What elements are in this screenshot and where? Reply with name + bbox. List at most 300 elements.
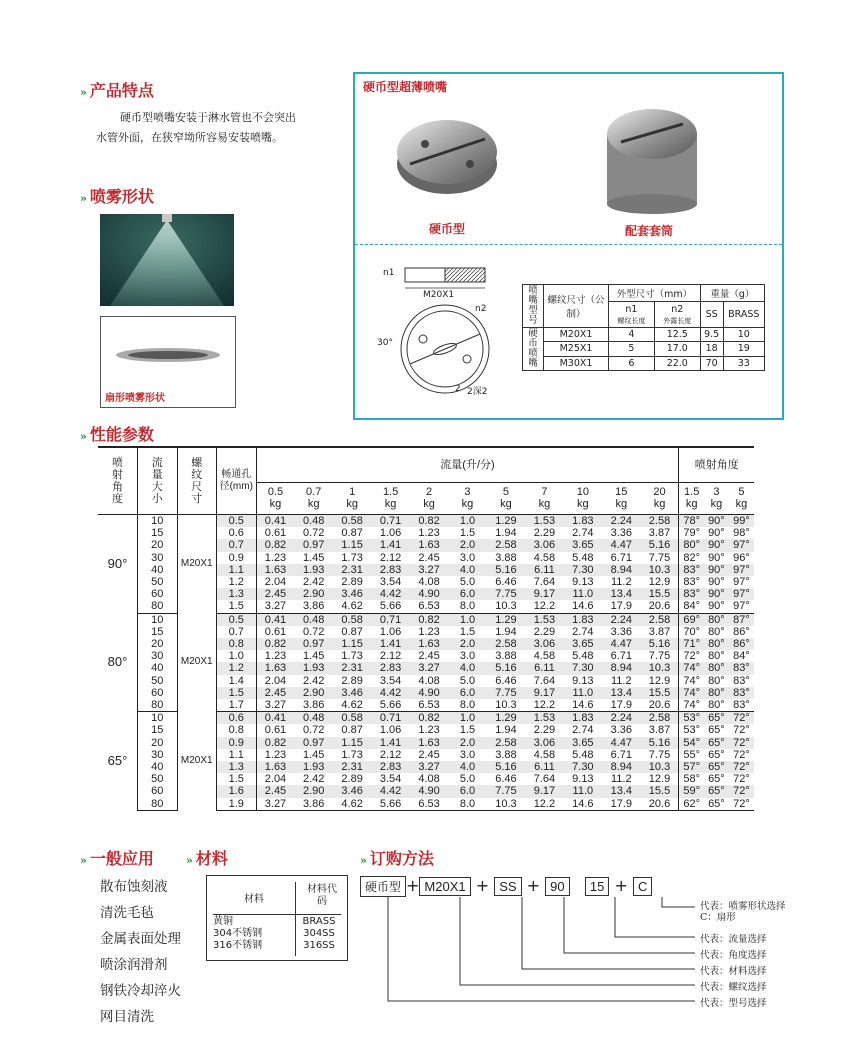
order-code [360,876,652,897]
perf-flow-cell: 0.41 [256,515,294,528]
perf-flow-cell: 1.06 [379,527,402,540]
perf-spray-cell: 80° [679,539,704,551]
perf-spray-cell: 80° [704,699,729,712]
perf-spray-cell: 97° [729,564,754,576]
perf-flow-cell: 4.47 [602,539,640,551]
order-label-material: 代表：材料选择 [700,966,767,977]
perf-flow-cell: 11.0 [564,588,602,600]
spray-heading [80,184,154,207]
perf-group [98,712,754,811]
perf-flow-cell: 1.73 [341,748,363,761]
perf-flow-cell: 4.0 [448,662,486,674]
perf-flow-cell: 9.13 [572,674,594,687]
order-label-flow: 代表：流量选择 [700,934,767,945]
perf-flow-cell: 1.29 [487,613,525,626]
perf-flow-cell: 2.12 [379,748,402,761]
perf-bore: 0.9 [217,552,257,564]
perf-flow-cell: 3.0 [459,650,476,663]
perf-spray-cell: 80° [704,613,729,626]
plus-sign: + [475,876,490,895]
perf-flow-cell: 6.53 [410,600,448,613]
perf-size: 15 [138,724,178,736]
spec-cell-thread: M30X1 [544,356,609,370]
perf-flow-cell: 0.58 [333,712,371,725]
perf-flow-cell: 6.46 [495,576,517,589]
material-name: 黄铜 [213,916,233,927]
perf-flow-cell: 2.0 [448,638,486,650]
perf-flow-cell: 3.54 [379,773,402,786]
perf-flow-cell: 3.46 [333,687,371,699]
perf-flow-cell: 2.45 [418,551,440,564]
perf-spray-cell: 84° [733,650,750,663]
perf-spray-cell: 78° [679,515,704,528]
perf-flow-cell: 2.45 [256,588,294,600]
spec-cell-ss: 9.5 [700,328,723,342]
perf-flow-cell: 12.2 [525,798,563,811]
applications-heading-text: 一般应用 [89,849,154,868]
perf-flow-cell: 3.65 [564,638,602,650]
perf-spray-cell: 90° [708,576,725,589]
sleeve-photo [603,104,701,214]
perf-flow-cell: 7.30 [564,662,602,674]
perf-flow-cell: 1.5 [459,724,476,737]
perf-flow-cell: 4.90 [410,785,448,797]
performance-heading-text: 性能参数 [89,425,154,444]
perf-flow-cell: 0.72 [302,625,325,638]
plus-sign: + [406,876,420,895]
perf-flow-cell: 2.74 [572,625,594,638]
perf-bore: 0.9 [217,737,257,749]
perf-flow-cell: 7.75 [487,588,525,600]
perf-flow-cell: 1.94 [495,527,517,540]
perf-flow-cell: 4.62 [333,798,371,811]
spec-cell-n1: 5 [609,342,655,356]
perf-spray-cell: 83° [683,576,701,589]
perf-flow-cell: 0.48 [294,613,332,626]
perf-spray-cell: 65° [704,712,729,725]
perf-size: 60 [138,687,178,699]
spec-table [522,284,765,371]
perf-flow-cell: 0.71 [371,712,409,725]
perf-spray-cell: 90° [704,564,729,576]
perf-flow-cell: 10.3 [487,600,525,613]
perf-size: 20 [138,539,178,551]
perf-flow-cell: 1.53 [525,515,563,528]
applications-list [100,874,181,1030]
perf-flow-cell: 11.0 [564,785,602,797]
perf-flow-cell: 2.04 [264,773,287,786]
perf-flow-cell: 2.29 [533,625,556,638]
perf-flow-cell: 1.23 [264,748,287,761]
perf-flow-cell: 2.29 [533,527,556,540]
perf-flow-cell: 1.83 [564,712,602,725]
order-part-pattern: C [633,877,652,896]
perf-spray-cell: 86° [729,638,754,650]
perf-bore: 1.2 [217,662,257,674]
perf-flow-cell: 1.23 [264,551,287,564]
perf-flow-cell: 2.42 [302,576,325,589]
spec-cell-brass: 33 [723,356,764,370]
perf-row [98,613,754,626]
material-code: 304SS [303,928,335,939]
perf-flow-cell: 0.97 [294,737,332,749]
perf-spray-cell: 55° [683,748,701,761]
perf-thread: M20X1 [177,712,217,811]
order-part-flow: 15 [585,877,609,896]
perf-angle: 80° [98,613,138,712]
perf-flow-cell: 6.0 [448,785,486,797]
perf-flow-cell: 2.04 [264,674,287,687]
perf-bore: 0.6 [217,712,257,725]
perf-flow-cell: 2.58 [487,638,525,650]
perf-flow-cell: 0.72 [302,724,325,737]
perf-flow-cell: 2.90 [294,785,332,797]
perf-flow-cell: 4.47 [602,638,640,650]
perf-flow-cell: 3.65 [564,539,602,551]
perf-flow-cell: 2.45 [418,650,440,663]
perf-flow-cell: 4.42 [371,687,409,699]
perf-spray-pressure-1: 3 kg [704,482,729,514]
perf-spray-cell: 71° [679,638,704,650]
perf-flow-cell: 8.94 [602,564,640,576]
perf-flow-cell: 1.41 [371,638,409,650]
perf-flow-cell: 2.58 [487,737,525,749]
perf-spray-cell: 97° [729,600,754,613]
perf-flow-cell: 0.72 [302,527,325,540]
perf-flow-cell: 4.08 [418,576,440,589]
features-text-line1: 硬币型喷嘴安装于淋水管也不会突出 [120,111,296,124]
dim-n2: n2 [475,304,487,314]
perf-flow-cell: 3.27 [256,798,294,811]
application-item: 散布蚀刻液 [100,879,168,895]
perf-flow-cell: 1.93 [294,662,332,674]
perf-flow-cell: 5.16 [487,564,525,576]
perf-spray-cell: 99° [729,515,754,528]
perf-pressure-6: 5 kg [487,482,525,514]
perf-flow-cell: 2.58 [641,515,679,528]
perf-group [98,613,754,712]
perf-bore: 0.5 [217,515,257,528]
perf-spray-cell: 59° [679,785,704,797]
perf-thread: M20X1 [177,515,217,614]
heading-marker-icon: » [186,854,192,867]
perf-flow-cell: 1.63 [256,564,294,576]
perf-flow-cell: 3.54 [379,674,402,687]
perf-flow-cell: 8.0 [448,798,486,811]
perf-bore: 1.9 [217,798,257,811]
perf-flow-cell: 3.88 [495,650,517,663]
perf-flow-cell: 4.47 [602,737,640,749]
perf-thread: M20X1 [177,613,217,712]
perf-flow-cell: 1.29 [487,515,525,528]
order-part-thread: M20X1 [419,877,470,896]
perf-bore: 1.3 [217,761,257,773]
perf-flow-cell: 5.48 [572,650,594,663]
perf-flow-cell: 0.61 [264,527,287,540]
perf-flow-cell: 2.29 [533,724,556,737]
spec-row [523,342,765,356]
perf-flow-cell: 2.31 [333,662,371,674]
perf-flow-cell: 20.6 [641,798,679,811]
perf-flow-cell: 4.0 [448,564,486,576]
order-label-angle: 代表：角度选择 [700,950,767,961]
perf-flow-cell: 9.17 [525,687,563,699]
perf-flow-cell: 2.58 [641,613,679,626]
perf-flow-cell: 2.90 [294,687,332,699]
perf-flow-cell: 3.65 [564,737,602,749]
perf-spray-cell: 97° [733,576,750,589]
perf-bore: 1.3 [217,588,257,600]
perf-flow-cell: 1.63 [410,737,448,749]
perf-flow-cell: 1.23 [264,650,287,663]
perf-flow-cell: 5.16 [641,539,679,551]
perf-flow-cell: 1.15 [333,737,371,749]
perf-spray-cell: 72° [729,785,754,797]
perf-flow-cell: 3.86 [294,798,332,811]
perf-flow-cell: 14.6 [564,600,602,613]
perf-flow-cell: 3.36 [610,527,633,540]
heading-marker-icon: » [80,854,86,867]
material-code: BRASS [302,916,336,927]
materials-col1: 材料 [244,894,264,905]
perf-pressure-1: 0.7 kg [294,482,332,514]
perf-size: 80 [138,798,178,811]
perf-flow-cell: 5.66 [371,699,409,712]
spec-cell-n2: 22.0 [654,356,700,370]
perf-flow-cell: 20.6 [641,699,679,712]
perf-flow-cell: 3.0 [459,748,476,761]
materials-codes [296,916,342,952]
spec-ss: SS [700,302,723,328]
perf-spray-cell: 53° [683,724,701,737]
perf-flow-cell: 1.73 [341,551,363,564]
perf-flow-cell: 6.46 [495,773,517,786]
perf-flow-cell: 6.0 [448,588,486,600]
spec-n2: n2 外露长度 [654,302,700,328]
perf-h-thread: 螺纹尺寸 [177,448,217,515]
perf-flow-cell: 17.9 [602,798,640,811]
spec-cell-ss: 18 [700,342,723,356]
perf-flow-cell: 3.86 [294,699,332,712]
spec-cell-n1: 4 [609,328,655,342]
perf-flow-cell: 4.42 [371,785,409,797]
perf-bore: 0.5 [217,613,257,626]
perf-flow-cell: 2.45 [256,687,294,699]
perf-flow-cell: 2.58 [487,539,525,551]
perf-flow-cell: 1.29 [487,712,525,725]
perf-size: 10 [138,613,178,626]
perf-flow-cell: 8.0 [448,600,486,613]
perf-flow-cell: 3.36 [610,625,633,638]
perf-flow-cell: 1.15 [333,638,371,650]
perf-size: 30 [138,650,178,662]
perf-pressure-4: 2 kg [410,482,448,514]
perf-flow-cell: 3.06 [525,737,563,749]
perf-spray-cell: 72° [729,737,754,749]
perf-spray-cell: 87° [729,613,754,626]
perf-spray-cell: 72° [729,712,754,725]
heading-marker-icon: » [80,86,86,99]
perf-flow-cell: 0.41 [256,712,294,725]
perf-spray-cell: 69° [679,613,704,626]
perf-flow-cell: 1.0 [448,515,486,528]
spec-row [523,356,765,370]
perf-flow-cell: 2.89 [341,674,363,687]
perf-flow-cell: 2.24 [602,613,640,626]
perf-spray-cell: 65° [708,748,725,761]
perf-flow-cell: 6.53 [410,798,448,811]
perf-flow-cell: 7.75 [487,785,525,797]
perf-size: 50 [138,576,178,588]
perf-flow-cell: 9.13 [572,576,594,589]
perf-flow-cell: 5.16 [487,761,525,773]
perf-spray-cell: 90° [704,588,729,600]
perf-flow-cell: 6.53 [410,699,448,712]
perf-flow-cell: 3.54 [379,576,402,589]
perf-flow-cell: 1.23 [418,724,440,737]
perf-size: 60 [138,588,178,600]
perf-h-bore: 畅通孔径(mm) [217,448,257,515]
perf-spray-cell: 80° [708,674,725,687]
dim-n1: n1 [383,268,395,278]
perf-flow-cell: 5.16 [641,737,679,749]
perf-flow-cell: 1.93 [294,761,332,773]
perf-flow-cell: 6.11 [525,564,563,576]
product-box-title: 硬币型超薄喷嘴 [363,80,448,94]
sleeve-caption: 配套套筒 [625,224,674,238]
perf-bore: 1.2 [217,576,257,588]
perf-flow-cell: 5.48 [572,551,594,564]
perf-flow-cell: 2.74 [572,527,594,540]
perf-bore: 1.7 [217,699,257,712]
application-item: 金属表面处理 [100,931,181,947]
perf-flow-cell: 1.93 [294,564,332,576]
fan-spray-frame [100,316,236,408]
perf-size: 40 [138,564,178,576]
perf-spray-cell: 72° [729,798,754,811]
order-label-pattern [700,901,786,923]
perf-bore: 1.6 [217,785,257,797]
perf-flow-cell: 6.71 [610,748,633,761]
perf-flow-cell: 0.87 [341,724,363,737]
perf-pressure-9: 15 kg [602,482,640,514]
materials-col2: 材料代码 [307,884,337,907]
perf-flow-cell: 3.87 [641,724,679,736]
perf-flow-cell: 5.66 [371,600,409,613]
perf-flow-cell: 0.61 [264,724,287,737]
perf-flow-cell: 6.11 [525,761,563,773]
perf-flow-cell: 3.86 [294,600,332,613]
spec-group: 硬币喷嘴 [523,328,544,371]
dim-angle: 30° [377,338,393,348]
product-box [353,72,784,420]
perf-flow-cell: 1.0 [448,613,486,626]
perf-flow-cell: 5.0 [459,674,476,687]
spec-row [523,328,765,342]
perf-pressure-2: 1 kg [333,482,371,514]
perf-flow-cell: 2.58 [641,712,679,725]
materials-names [213,916,295,952]
material-name: 304不锈钢 [213,928,263,939]
perf-flow-cell: 2.74 [572,724,594,737]
spec-brass: BRASS [723,302,764,328]
perf-flow-cell: 2.12 [379,551,402,564]
perf-size: 50 [138,675,178,687]
perf-flow-cell: 2.90 [294,588,332,600]
perf-bore: 0.8 [217,724,257,736]
perf-flow-cell: 1.06 [379,724,402,737]
perf-flow-cell: 1.83 [564,515,602,528]
perf-flow-cell: 5.16 [487,662,525,674]
plus-sign: + [614,876,628,895]
perf-spray-cell: 58° [683,773,701,786]
perf-pressure-5: 3 kg [448,482,486,514]
perf-flow-cell: 7.30 [564,761,602,773]
spray-cone-photo [100,214,234,306]
perf-flow-cell: 1.06 [379,625,402,638]
perf-spray-cell: 83° [733,674,750,687]
perf-spray-cell: 80° [708,650,725,663]
perf-flow-cell: 10.3 [487,699,525,712]
perf-flow-cell: 4.90 [410,588,448,600]
perf-flow-cell: 15.5 [641,785,679,797]
perf-flow-cell: 1.41 [371,737,409,749]
perf-size: 60 [138,785,178,797]
perf-flow-cell: 1.53 [525,712,563,725]
perf-spray-cell: 62° [679,798,704,811]
perf-flow-cell: 12.2 [525,699,563,712]
perf-flow-cell: 4.62 [333,600,371,613]
perf-bore: 1.5 [217,773,257,785]
features-text-line2: 水管外面，在狭窄坳所容易安装喷嘴。 [96,131,283,144]
perf-spray-cell: 98° [733,527,750,540]
spec-cell-n1: 6 [609,356,655,370]
perf-spray-cell: 83° [679,564,704,576]
heading-marker-icon: » [80,192,86,205]
perf-group [98,515,754,614]
perf-spray-cell: 83° [729,687,754,699]
perf-flow-cell: 7.64 [533,674,556,687]
spec-n1: n1 螺纹长度 [609,302,655,328]
perf-flow-cell: 0.82 [410,515,448,528]
perf-h-spray: 喷射角度 [679,448,754,482]
perf-size: 20 [138,737,178,749]
perf-flow-cell: 1.23 [418,527,440,540]
perf-flow-cell: 0.82 [256,638,294,650]
dim-slot: 2 [455,384,461,394]
perf-flow-cell: 0.58 [333,515,371,528]
application-item: 网目清洗 [100,1009,154,1025]
perf-flow-cell: 12.2 [525,600,563,613]
perf-flow-cell: 3.27 [410,662,448,674]
perf-pressure-10: 20 kg [641,482,679,514]
perf-flow-cell: 3.36 [610,724,633,737]
perf-spray-cell: 72° [733,724,750,737]
perf-flow-cell: 1.45 [302,650,325,663]
perf-flow-cell: 2.04 [264,576,287,589]
perf-bore: 0.6 [217,527,257,539]
perf-h-size: 流量大小 [138,448,178,515]
perf-flow-cell: 1.63 [410,638,448,650]
perf-spray-cell: 83° [729,662,754,674]
perf-flow-cell: 4.0 [448,761,486,773]
perf-flow-cell: 0.58 [333,613,371,626]
perf-flow-cell: 10.3 [641,662,679,674]
materials-heading-text: 材料 [195,849,228,868]
perf-flow-cell: 6.0 [448,687,486,699]
perf-size: 80 [138,699,178,712]
order-heading [360,846,434,869]
